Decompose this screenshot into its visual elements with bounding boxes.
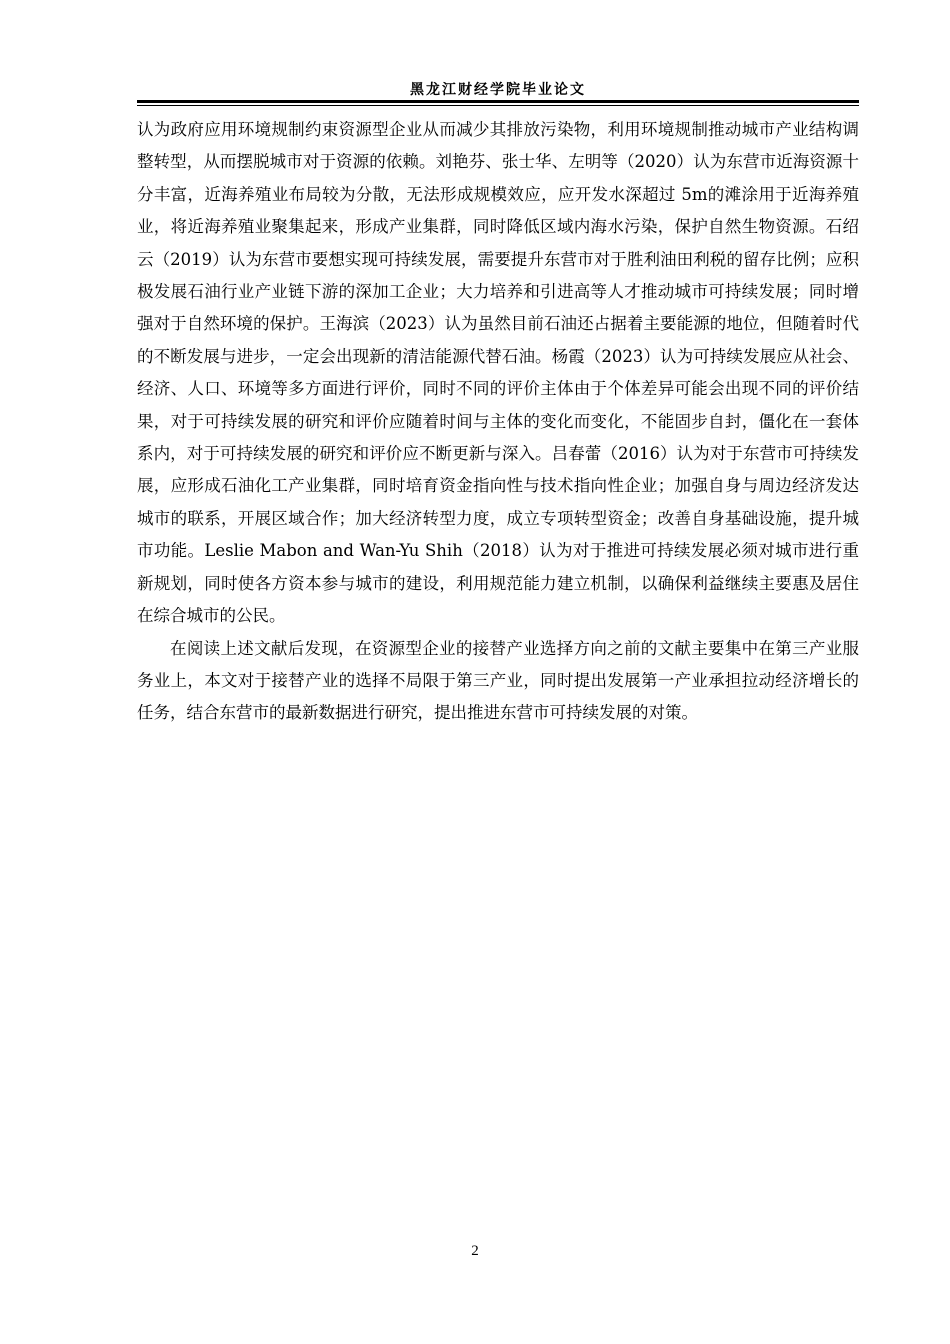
header-rule-thick (137, 100, 859, 103)
paragraph-literature-review: 认为政府应用环境规制约束资源型企业从而减少其排放污染物，利用环境规制推动城市产业结构调整转型，从而摆脱城市对于资源的依赖。刘艳芬、张士华、左明等（2020）认为东营市近海资源十分丰富，近海养殖业布局较为分散，无法形成规模效应，应开发水深超过 5m的滩涂用于近海养殖业，将近海养殖业聚集起来，形成产业集群，同时降低区域内海水污染，保护自然生物资源。石绍云（2019）认为东营市要想实现可持续发展，需要提升东营市对于胜利油田利税的留存比例；应积极发展石油行业产业链下游的深加工企业；大力培养和引进高等人才推动城市可持续发展；同时增强对于自然环境的保护。王海滨（2023）认为虽然目前石油还占据着主要能源的地位，但随着时代的不断发展与进步，一定会出现新的清洁能源代替石油。杨霞（2023）认为可持续发展应从社会、经济、人口、环境等多方面进行评价，同时不同的评价主体由于个体差异可能会出现不同的评价结果，对于可持续发展的研究和评价应随着时间与主体的变化而变化，不能固步自封，僵化在一套体系内，对于可持续发展的研究和评价应不断更新与深入。吕春蕾（2016）认为对于东营市可持续发展，应形成石油化工产业集群，同时培育资金指向性与技术指向性企业；加强自身与周边经济发达城市的联系，开展区域合作；加大经济转型力度，成立专项转型资金；改善自身基础设施，提升城市功能。Leslie Mabon and Wan-Yu Shih（2018）认为对于推进可持续发展必须对城市进行重新规划，同时使各方资本参与城市的建设，利用规范能力建立机制，以确保利益继续主要惠及居住在综合城市的公民。 (137, 120, 859, 626)
paragraph-summary: 在阅读上述文献后发现，在资源型企业的接替产业选择方向之前的文献主要集中在第三产业服务业上，本文对于接替产业的选择不局限于第三产业，同时提出发展第一产业承担拉动经济增长的任务，结合东营市的最新数据进行研究，提出推进东营市可持续发展的对策。 (137, 638, 859, 723)
body-text (137, 114, 859, 730)
page-number: 2 (471, 1243, 479, 1259)
header-rule-thin (137, 105, 859, 106)
page-header-title: 黑龙江财经学院毕业论文 (410, 82, 586, 98)
